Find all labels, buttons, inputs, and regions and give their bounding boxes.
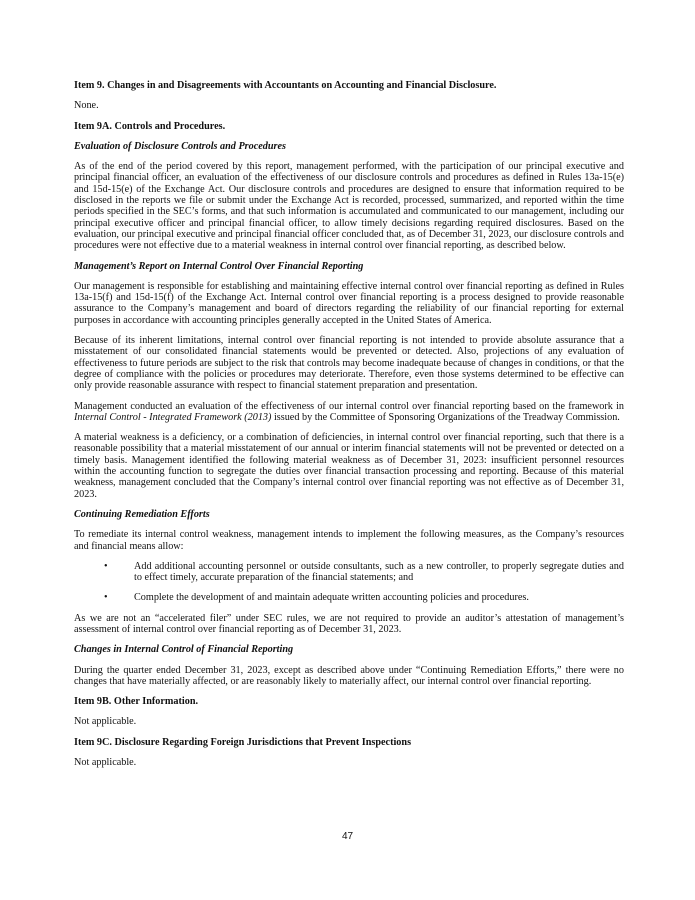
management-report-paragraph-1: Our management is responsible for establishing and maintaining effective internal control over financial reporting as defined in Rules 13a-15(f) and 15d-15(f) of the Exchange Act. Internal control over financial reporting is a process designed to provide reasonable assurance to the Company’s management and board of directors regarding the reliability of our financial reporting for external purposes in accordance with accounting principles generally accepted in the United States of America. — [74, 280, 624, 326]
framework-text-after: issued by the Committee of Sponsoring Organizations of the Treadway Commission. — [271, 411, 620, 423]
bullet-icon: • — [104, 592, 108, 604]
remediation-subheading: Continuing Remediation Efforts — [74, 508, 210, 520]
framework-title: Internal Control - Integrated Framework (2013) — [74, 411, 272, 423]
changes-internal-control-paragraph: During the quarter ended December 31, 2023, except as described above under “Continuing Remediation Efforts,” there were no changes that have materially affected, or are reasonably likely to materially affect, our internal control over financial reporting. — [74, 664, 624, 687]
remediation-bullet-list — [74, 561, 624, 604]
remediation-bullet-item — [74, 561, 624, 584]
item-9c-body: Not applicable. — [74, 757, 137, 769]
item-9a-heading: Item 9A. Controls and Procedures. — [74, 120, 226, 132]
remediation-bullet-text: Complete the development of and maintain adequate written accounting policies and procedures. — [134, 592, 529, 604]
remediation-after-paragraph: As we are not an “accelerated filer” under SEC rules, we are not required to provide an auditor’s attestation of management’s assessment of internal control over financial reporting as of December 31, 2023. — [74, 612, 624, 635]
management-report-subheading: Management’s Report on Internal Control Over Financial Reporting — [74, 260, 364, 272]
item-9-body: None. — [74, 100, 99, 112]
management-report-paragraph-3 — [74, 401, 624, 424]
remediation-bullet-item — [74, 592, 624, 603]
bullet-icon: • — [104, 560, 108, 572]
disclosure-controls-subheading: Evaluation of Disclosure Controls and Procedures — [74, 140, 286, 152]
item-9c-heading: Item 9C. Disclosure Regarding Foreign Jurisdictions that Prevent Inspections — [74, 736, 412, 748]
item-9b-body: Not applicable. — [74, 716, 137, 728]
document-page — [74, 80, 624, 777]
remediation-intro: To remediate its internal control weakness, management intends to implement the following measures, as the Company’s resources and financial means allow: — [74, 529, 624, 552]
disclosure-controls-paragraph: As of the end of the period covered by this report, management performed, with the participation of our principal executive and principal financial officer, an evaluation of the effectiveness of our disclosure controls and procedures as defined in Rules 13a-15(e) and 15d-15(e) of the Exchange Act. Our disclosure controls and procedures are designed to ensure that information required to be disclosed in the reports we file or submit under the Exchange Act is recorded, processed, summarized, and reported within the time periods specified in the SEC’s forms, and that such information is accumulated and communicated to our management, including our principal executive officer and principal financial officer, to allow timely decisions regarding required disclosures. Based on the evaluation, our principal executive and principal financial officer concluded that, as of December 31, 2023, our disclosure controls and procedures were not effective due to a material weakness in internal control over financial reporting, as described below. — [74, 161, 624, 252]
management-report-paragraph-4: A material weakness is a deficiency, or a combination of deficiencies, in internal control over financial reporting, such that there is a reasonable possibility that a material misstatement of our annual or interim financial statements will not be prevented or detected on a timely basis. Management identified the following material weakness as of December 31, 2023: insufficient personnel resources within the accounting function to segregate the duties over financial transaction processing and reporting. Because of this material weakness, management concluded that the Company’s internal control over financial reporting was not effective as of December 31, 2023. — [74, 432, 624, 500]
management-report-paragraph-2: Because of its inherent limitations, internal control over financial reporting is not intended to provide absolute assurance that a misstatement of our consolidated financial statements would be prevented or detected. Also, projections of any evaluation of effectiveness to future periods are subject to the risk that controls may become inadequate because of changes in conditions, or that the degree of compliance with the policies or procedures may deteriorate. Therefore, even those systems determined to be effective can only provide reasonable assurance with respect to financial statement preparation and presentation. — [74, 335, 624, 392]
item-9-heading: Item 9. Changes in and Disagreements with Accountants on Accounting and Financial Disclosure. — [74, 80, 497, 91]
page-number: 47 — [341, 831, 354, 842]
framework-text-before: Management conducted an evaluation of the effectiveness of our internal control over financial reporting based on the framework in — [74, 400, 624, 412]
remediation-bullet-text: Add additional accounting personnel or outside consultants, such as a new controller, to properly segregate duties and to effect timely, accurate preparation of the financial statements; and — [134, 560, 624, 584]
changes-internal-control-subheading: Changes in Internal Control of Financial Reporting — [74, 644, 294, 656]
item-9b-heading: Item 9B. Other Information. — [74, 696, 199, 708]
